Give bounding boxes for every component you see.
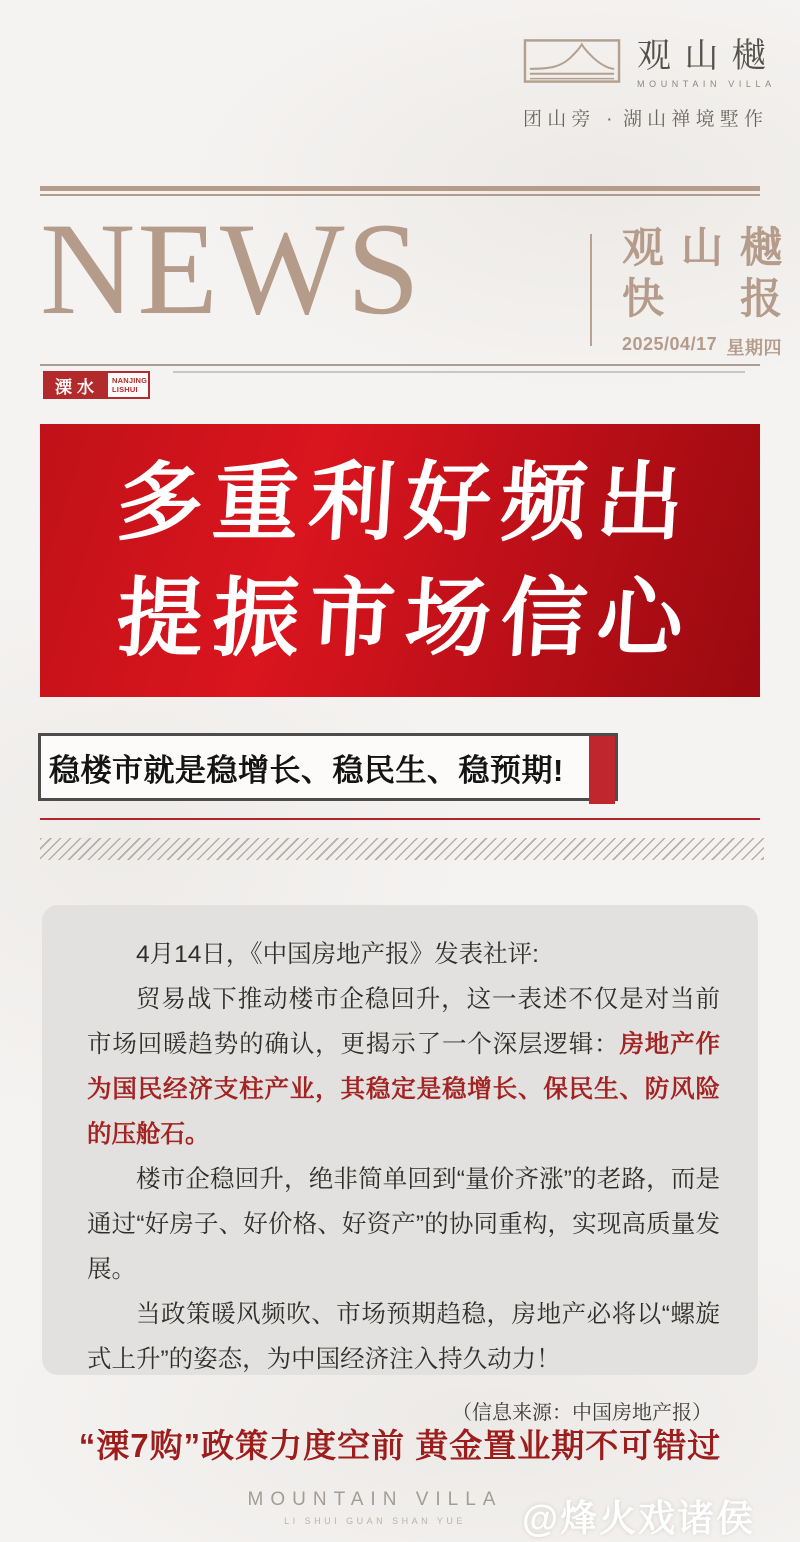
masthead (40, 186, 782, 366)
news-wordmark: NEWS (40, 195, 422, 342)
watermark: @烽火戏诸侯 (522, 1498, 756, 1539)
location-badge-en (106, 371, 150, 399)
article-paragraph-1: 4月14日，《中国房地产报》发表社评: (136, 941, 539, 968)
issue-weekday: 星期四 (726, 338, 782, 359)
article-paragraph-4: 当政策暖风频吹、市场预期趋稳，房地产必将以“螺旋式上升”的姿态，为中国经济注入持久动力！ (87, 1301, 720, 1373)
location-badge-row (40, 369, 760, 399)
headline-banner (40, 424, 760, 697)
brand-name-en: MOUNTAIN VILLA (637, 79, 776, 90)
footer-brand-pinyin: LI SHUI GUAN SHAN YUE (284, 1516, 466, 1526)
badge-rule (173, 371, 745, 373)
paper-name-line2: 快报 (622, 275, 782, 323)
article-source: （信息来源：中国房地产报） (452, 1402, 712, 1424)
article-card (42, 905, 758, 1424)
brand-tagline: 团山旁 · 湖山禅境墅作 (523, 109, 763, 131)
hatch-strip (40, 838, 764, 860)
article-paragraph-2-normal: 贸易战下推动楼市企稳回升，这一表述不仅是对当前市场回暖趋势的确认，更揭示了一个深层逻辑： (87, 986, 720, 1058)
mountain-villa-logo-icon (523, 38, 621, 84)
paper-name-line1: 观山樾 (622, 224, 782, 271)
masthead-divider (590, 234, 592, 346)
subheadline-text: 稳楼市就是稳增长、稳民生、稳预期! (49, 752, 564, 788)
footer-brand-en: MOUNTAIN VILLA (247, 1489, 503, 1510)
issue-date-row (622, 334, 782, 360)
issue-date: 2025/04/17 (622, 334, 718, 355)
brand-name: 观山樾 (637, 37, 776, 75)
location-badge-cn: 溧水 (43, 371, 106, 399)
article-paragraph-3: 楼市企稳回升，绝非简单回到“量价齐涨”的老路，而是通过“好房子、好价格、好资产”的协同重构，实现高质量发展。 (87, 1166, 720, 1283)
brand-logo-block (523, 37, 776, 131)
red-divider-rule (40, 818, 760, 820)
article-paragraph-2 (87, 977, 720, 1157)
headline-line2: 提振市场信心 (114, 570, 696, 667)
location-badge-en-line1: NANJING (112, 376, 148, 385)
location-badge-en-line2: LISHUI (112, 385, 138, 394)
subheadline-box (38, 733, 618, 801)
subheadline-red-block (589, 736, 615, 804)
masthead-rule-bottom (40, 364, 760, 366)
article-paragraph-2-highlight: 房地产作为国民经济支柱产业，其稳定是稳增长、保民生、防风险的压舱石。 (87, 1031, 720, 1148)
cta-headline: “溧7购”政策力度空前 黄金置业期不可错过 (78, 1427, 722, 1464)
masthead-rule-thick (40, 186, 760, 191)
headline-line1: 多重利好频出 (114, 454, 696, 551)
